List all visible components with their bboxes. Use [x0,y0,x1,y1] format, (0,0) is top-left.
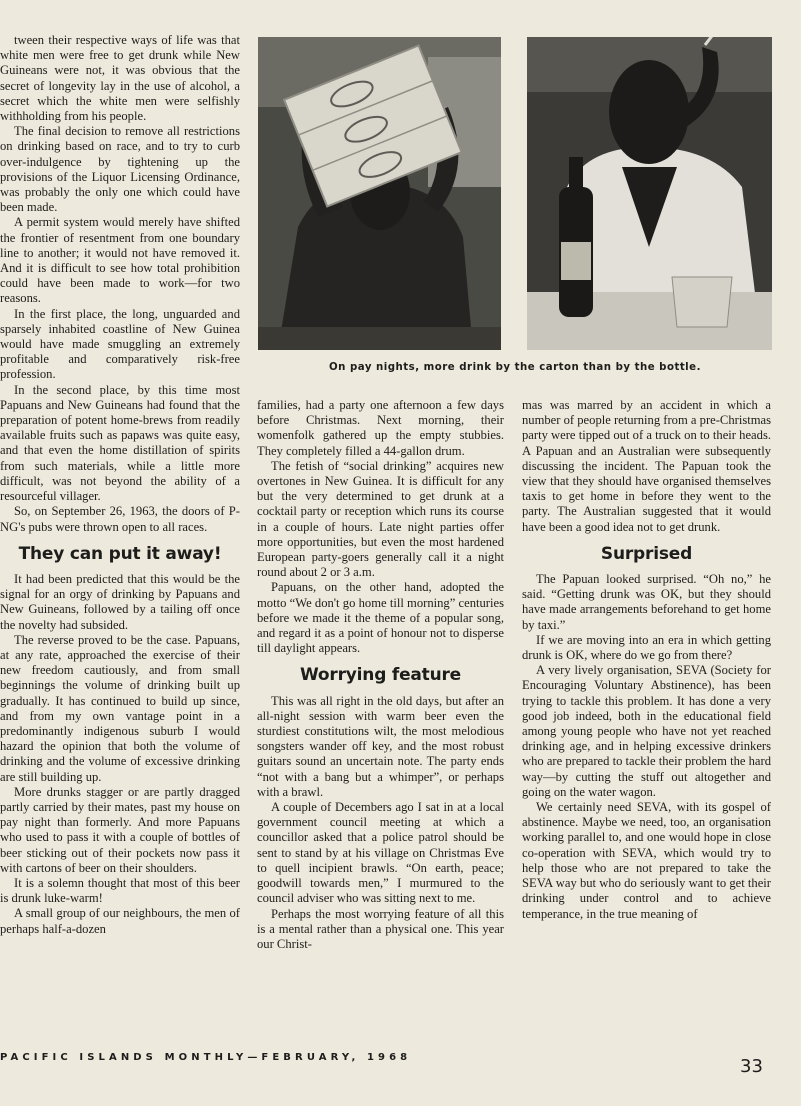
paragraph: Perhaps the most worrying feature of all this is a mental rather than a physical one. This year our Christ- [257,906,504,951]
paragraph: Papuans, on the other hand, adopted the motto “We don't go home till morning” centuries before we made it the theme of a popular song, and regard it as a point of honour not to disperse till daylight appears. [257,580,504,656]
paragraph: A permit system would merely have shifted the frontier of resentment from one boundary line to another; it would not have removed it. And it is difficult to see how total prohibition could have been made to work—for two reasons. [0,215,240,306]
paragraph: mas was marred by an accident in which a number of people returning from a pre-Christmas party were tipped out of a truck on to their heads. A Papuan and an Australian were subsequently discussing the incident. The Papuan took the view that they should have organised themselves taxis to get home in before they went to the party. The Australian suggested that it would have been a good idea not to get drunk. [522,398,772,534]
photo-caption: On pay nights, more drink by the carton than by the bottle. [329,362,701,373]
section-heading: They can put it away! [18,543,222,564]
magazine-footer: PACIFIC ISLANDS MONTHLY—FEBRUARY, 1968 [0,1052,412,1063]
photo-man-carrying-beer-cartons [258,37,501,350]
paragraph: A very lively organisation, SEVA (Society for Encouraging Voluntary Abstinence), has been trying to tackle this problem. It has done a very good job indeed, both in the educational field among young people who have not yet reached drinking age, and in helping excessive drinkers who are prepared to tackle their problem the hard way—by cutting the stuff out altogether and going on the water wagon. [522,663,771,799]
paragraph: A small group of our neighbours, the men of perhaps half-a-dozen [0,906,240,936]
paragraph: It is a solemn thought that most of this beer is drunk luke-warm! [0,875,240,906]
paragraph: The final decision to remove all restrictions on drinking based on race, and to try to curb over-indulgence by tightening up the provisions of the Liquor Licensing Ordinance, was probably the only one which could have been made. [0,124,240,215]
article-column-3 [522,398,771,922]
page-number: 33 [740,1056,763,1077]
paragraph: So, on September 26, 1963, the doors of P-NG's pubs were thrown open to all races. [0,504,240,534]
article-column-1 [0,33,240,937]
paragraph: tween their respective ways of life was that white men were free to get drunk while New Guineans were not, it was obvious that the secret of longevity lay in the use of alcohol, a secret which the white men were selfishly withholding from his people. [0,33,240,124]
paragraph: In the second place, by this time most Papuans and New Guineans had found that the preparation of potent home-brews from readily available fruits such as papaws was quite easy, and that even the home distillation of spirits from such materials, while a little more difficult, was not beyond the ability of a resourceful villager. [0,382,240,504]
paragraph: The reverse proved to be the case. Papuans, at any rate, approached the exercise of their new freedom cautiously, and from small beginnings the volume of drinking built up gradually. It has continued to build up since, and from my own vantage point in a predominantly indigenous suburb I would hazard the opinion that both the volume of drinking and the volume of excessive drinking are still building up. [0,632,240,784]
paragraph: The fetish of “social drinking” acquires new overtones in New Guinea. It is difficult for any but the very determined to get drunk at a cocktail party or reception which runs its course in a couple of hours. Late night parties offer more opportunities, but even the most hardened European party-goers generally call it a night round about 2 or 3 a.m. [257,458,504,580]
paragraph: It had been predicted that this would be the signal for an orgy of drinking by Papuans and New Guineans, followed by a tailing off once the novelty had subsided. [0,571,240,632]
paragraph: This was all right in the old days, but after an all-night session with warm beer even the sturdiest constitutions wilt, the most melodious songsters wander off key, and the most robust guitars sound an uncertain note. The party ends “not with a bang but a whimper”, or perhaps with a brawl. [257,693,504,799]
paragraph: families, had a party one afternoon a few days before Christmas. Next morning, their womenfolk gathered up the empty stubbies. They completely filled a 44-gallon drum. [257,398,504,458]
paragraph: More drunks stagger or are partly dragged partly carried by their mates, past my house on pay night than formerly. And more Papuans who used to pass it with a couple of bottles of beer sticking out of their pockets now pass it with cartons of beer on their shoulders. [0,784,240,875]
photo-man-with-beer-bottle [527,37,772,350]
paragraph: The Papuan looked surprised. “Oh no,” he said. “Getting drunk was OK, but they should have made arrangements beforehand to get home by taxi.” [522,572,771,632]
paragraph: In the first place, the long, unguarded and sparsely inhabited coastline of New Guinea would have made smuggling an extremely profitable and comparatively risk-free profession. [0,306,240,382]
section-heading: Surprised [600,543,693,564]
paragraph: A couple of Decembers ago I sat in at a local government council meeting at which a councillor asked that a police patrol should be sent to stand by at his village on Christmas Eve to quell incipient brawls. “On earth, peace; goodwill towards men,” I murmured to the council adviser who was sitting next to me. [257,800,504,906]
paragraph: If we are moving into an era in which getting drunk is OK, where do we go from there? [522,632,771,663]
paragraph: We certainly need SEVA, with its gospel of abstinence. Maybe we need, too, an organisation working parallel to, and one would hope in close co-operation with SEVA, which would try to help those who are not prepared to take the SEVA way but who do seriously want to get their drinking under control and to achieve temperance, in the true meaning of [522,800,771,921]
article-column-2 [257,398,504,952]
section-heading: Worrying feature [299,665,462,686]
